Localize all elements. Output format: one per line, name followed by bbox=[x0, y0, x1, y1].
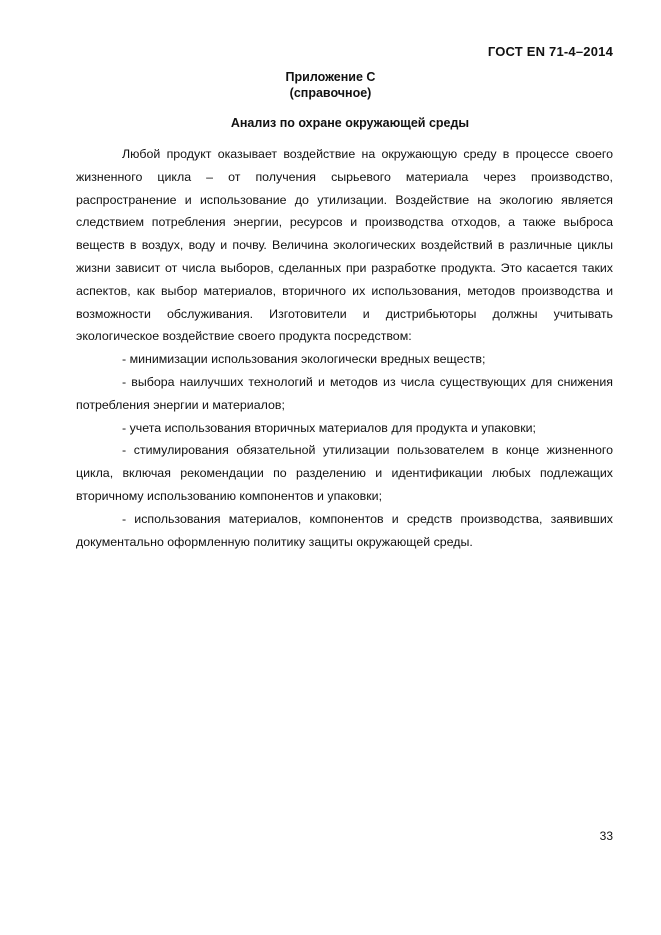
annex-heading bbox=[0, 69, 661, 101]
document-code: ГОСТ EN 71-4–2014 bbox=[487, 44, 613, 59]
list-item: - выбора наилучших технологий и методов из числа существующих для снижения потребления энергии и материалов; bbox=[76, 374, 613, 412]
annex-title: Приложение С bbox=[285, 70, 376, 84]
list-item: - использования материалов, компонентов и средств производства, заявивших документально оформленную политику защиты окружающей среды. bbox=[76, 511, 613, 549]
section-title: Анализ по охране окружающей среды bbox=[230, 116, 470, 130]
body-text bbox=[76, 143, 613, 553]
intro-paragraph: Любой продукт оказывает воздействие на окружающую среду в процессе своего жизненного цикла – от получения сырьевого материала через производство, распространение и использование до утилизации. Воздействие на экологию является следствием потребления энергии, ресурсов и производства отходов, а также выброса веществ в воздух, воду и почву. Величина экологических воздействий в различные циклы жизни зависит от числа выборов, сделанных при разработке продукта. Это касается таких аспектов, как выбор материалов, вторичного их использования, методов производства и возможности обслуживания. Изготовители и дистрибьюторы должны учитывать экологическое воздействие своего продукта посредством: bbox=[76, 147, 613, 344]
list-item: - учета использования вторичных материалов для продукта и упаковки; bbox=[122, 420, 536, 435]
list-item: - стимулирования обязательной утилизации пользователем в конце жизненного цикла, включая рекомендации по разделению и идентификации любых подлежащих вторичному использованию компонентов и упаковки; bbox=[76, 443, 613, 503]
list-item: - минимизации использования экологически вредных веществ; bbox=[122, 352, 486, 367]
page-number: 33 bbox=[599, 829, 613, 843]
annex-subtitle: (справочное) bbox=[289, 86, 372, 100]
